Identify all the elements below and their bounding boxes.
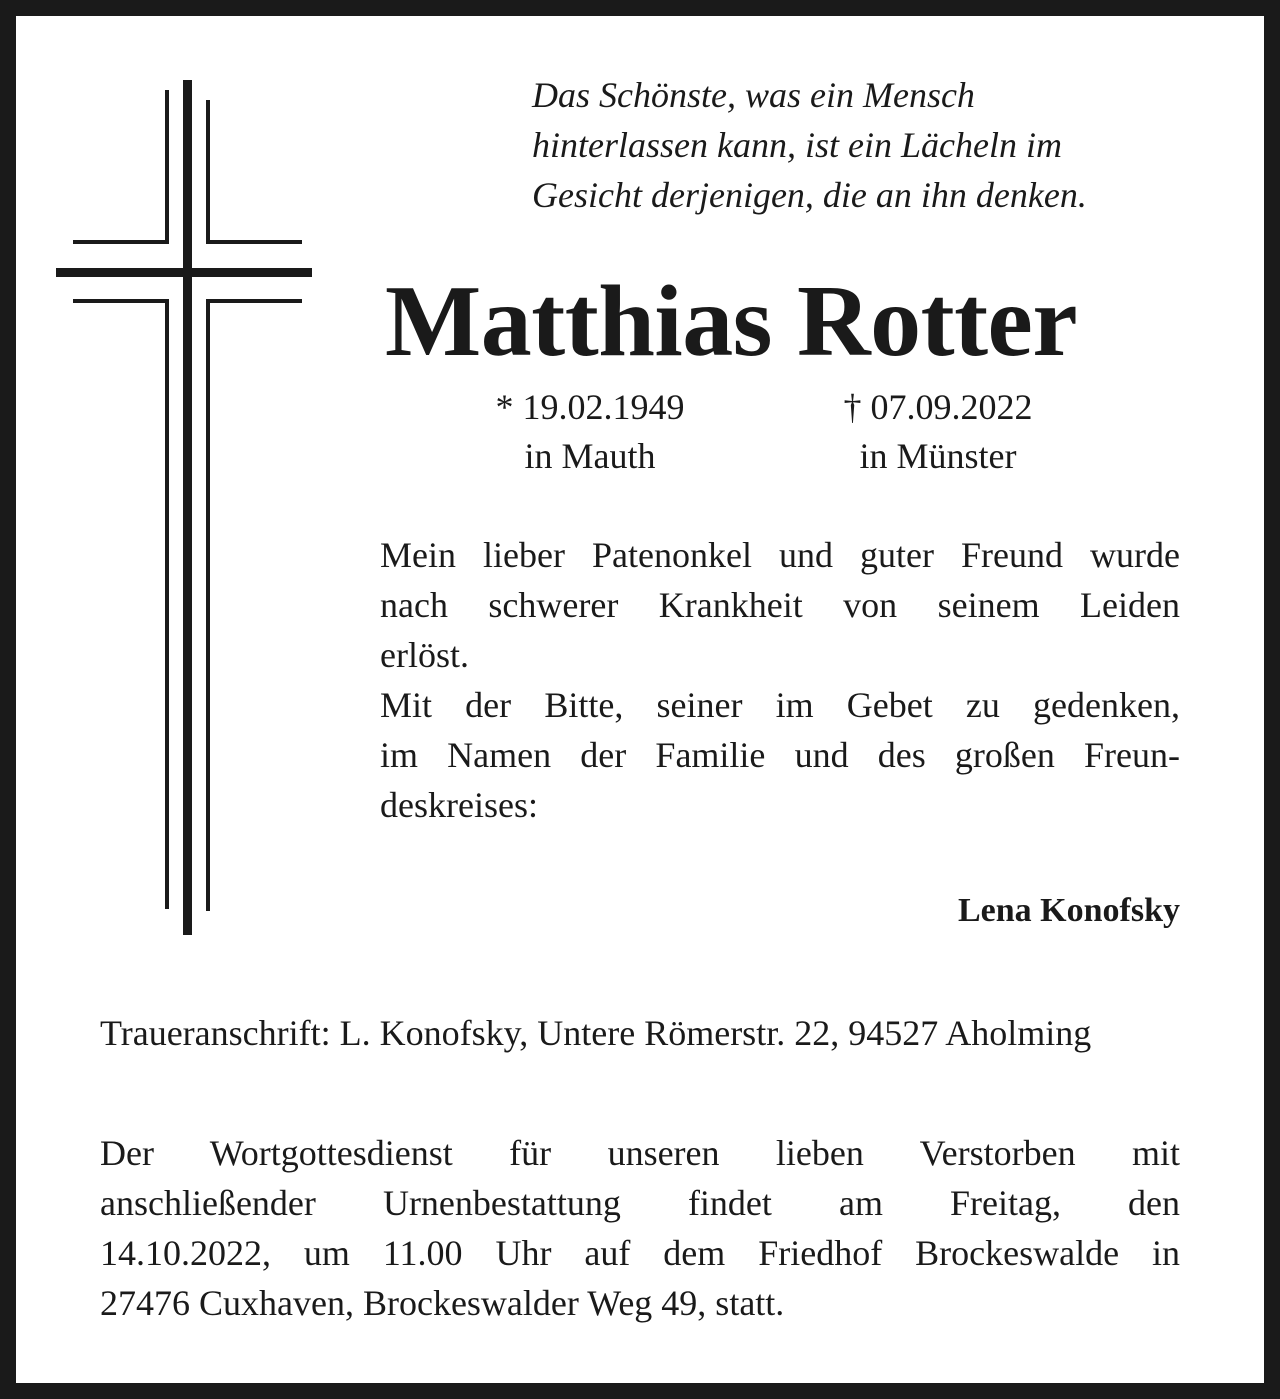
message-line: deskreises: xyxy=(380,785,538,825)
service-line: 14.10.2022, um 11.00 Uhr auf dem Friedhof Brockeswalde in xyxy=(100,1233,1180,1273)
quote-line: Gesicht derjenigen, die an ihn denken. xyxy=(532,175,1087,215)
death-place: in Münster xyxy=(859,436,1017,476)
birth-place: in Mauth xyxy=(524,436,656,476)
mourning-address: Traueranschrift: L. Konofsky, Untere Römerstr. 22, 94527 Aholming xyxy=(100,1013,1092,1053)
death-date: † 07.09.2022 xyxy=(843,387,1033,427)
service-line: anschließender Urnenbestattung findet am Freitag, den xyxy=(100,1183,1180,1223)
service-line: Der Wortgottesdienst für unseren lieben Verstorben mit xyxy=(100,1133,1180,1173)
deceased-name: Matthias Rotter xyxy=(385,265,1078,378)
service-announcement xyxy=(100,1128,1180,1328)
message-line: Mit der Bitte, seiner im Gebet zu gedenken, xyxy=(380,685,1180,725)
quote-line: hinterlassen kann, ist ein Lächeln im xyxy=(532,125,1062,165)
message-line: im Namen der Familie und des großen Freun- xyxy=(380,735,1180,775)
message-line: Mein lieber Patenonkel und guter Freund wurde xyxy=(380,535,1180,575)
memorial-quote xyxy=(532,70,1232,220)
quote-line: Das Schönste, was ein Mensch xyxy=(532,75,975,115)
message-line: nach schwerer Krankheit von seinem Leiden xyxy=(380,585,1180,625)
birth-info xyxy=(470,383,710,481)
service-line: 27476 Cuxhaven, Brockeswalder Weg 49, statt. xyxy=(100,1283,785,1323)
birth-date: * 19.02.1949 xyxy=(495,387,685,427)
signature: Lena Konofsky xyxy=(958,892,1180,929)
message-line: erlöst. xyxy=(380,635,469,675)
cross-icon xyxy=(50,75,320,940)
death-info xyxy=(818,383,1058,481)
mourning-message xyxy=(380,530,1180,830)
